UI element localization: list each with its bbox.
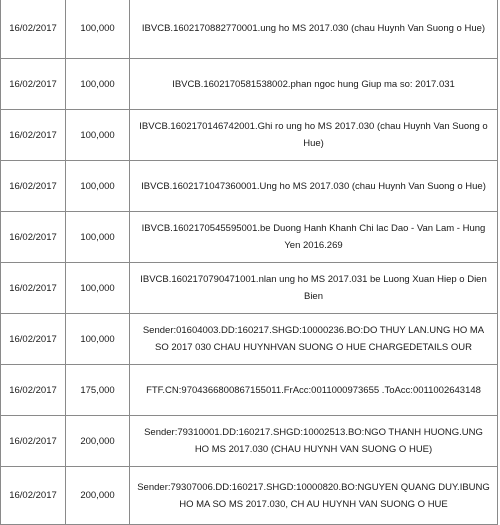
description-cell: Sender:01604003.DD:160217.SHGD:10000236.BO:DO THUY LAN.UNG HO MA SO 2017 030 CHAU HUYNHVAN SUONG O HUE CHARGEDETAILS OUR — [130, 314, 498, 364]
table-row — [0, 416, 498, 467]
date-cell: 16/02/2017 — [0, 263, 66, 313]
description-cell: FTF.CN:9704366800867155011.FrAcc:0011000973655 .ToAcc:0011002643148 — [130, 365, 498, 415]
date-cell: 16/02/2017 — [0, 467, 66, 524]
amount-cell: 200,000 — [66, 467, 130, 524]
table-row — [0, 161, 498, 212]
table-row — [0, 0, 498, 59]
date-cell: 16/02/2017 — [0, 416, 66, 466]
table-row — [0, 314, 498, 365]
date-cell: 16/02/2017 — [0, 365, 66, 415]
table-row — [0, 110, 498, 161]
table-row — [0, 467, 498, 525]
description-cell: IBVCB.1602170146742001.Ghi ro ung ho MS 2017.030 (chau Huynh Van Suong o Hue) — [130, 110, 498, 160]
amount-cell: 100,000 — [66, 110, 130, 160]
amount-cell: 100,000 — [66, 212, 130, 262]
table-row — [0, 365, 498, 416]
date-cell: 16/02/2017 — [0, 59, 66, 109]
description-cell: IBVCB.1602170790471001.nlan ung ho MS 2017.031 be Luong Xuan Hiep o Dien Bien — [130, 263, 498, 313]
date-cell: 16/02/2017 — [0, 212, 66, 262]
description-cell: IBVCB.1602170882770001.ung ho MS 2017.030 (chau Huynh Van Suong o Hue) — [130, 0, 498, 58]
date-cell: 16/02/2017 — [0, 314, 66, 364]
amount-cell: 100,000 — [66, 263, 130, 313]
amount-cell: 100,000 — [66, 59, 130, 109]
description-cell: IBVCB.1602170545595001.be Duong Hanh Khanh Chi lac Dao - Van Lam - Hung Yen 2016.269 — [130, 212, 498, 262]
date-cell: 16/02/2017 — [0, 110, 66, 160]
table-row — [0, 263, 498, 314]
amount-cell: 100,000 — [66, 161, 130, 211]
description-cell: IBVCB.1602170581538002.phan ngoc hung Giup ma so: 2017.031 — [130, 59, 498, 109]
amount-cell: 200,000 — [66, 416, 130, 466]
description-cell: Sender:79310001.DD:160217.SHGD:10002513.BO:NGO THANH HUONG.UNG HO MS 2017.030 (CHAU HUYNH VAN SUONG O HUE) — [130, 416, 498, 466]
description-cell: IBVCB.1602171047360001.Ung ho MS 2017.030 (chau Huynh Van Suong o Hue) — [130, 161, 498, 211]
amount-cell: 100,000 — [66, 314, 130, 364]
description-cell: Sender:79307006.DD:160217.SHGD:10000820.BO:NGUYEN QUANG DUY.IBUNG HO MA SO MS 2017.030, CH AU HUYNH VAN SUONG O HUE — [130, 467, 498, 524]
table-row — [0, 59, 498, 110]
amount-cell: 100,000 — [66, 0, 130, 58]
date-cell: 16/02/2017 — [0, 161, 66, 211]
amount-cell: 175,000 — [66, 365, 130, 415]
date-cell: 16/02/2017 — [0, 0, 66, 58]
table-row — [0, 212, 498, 263]
